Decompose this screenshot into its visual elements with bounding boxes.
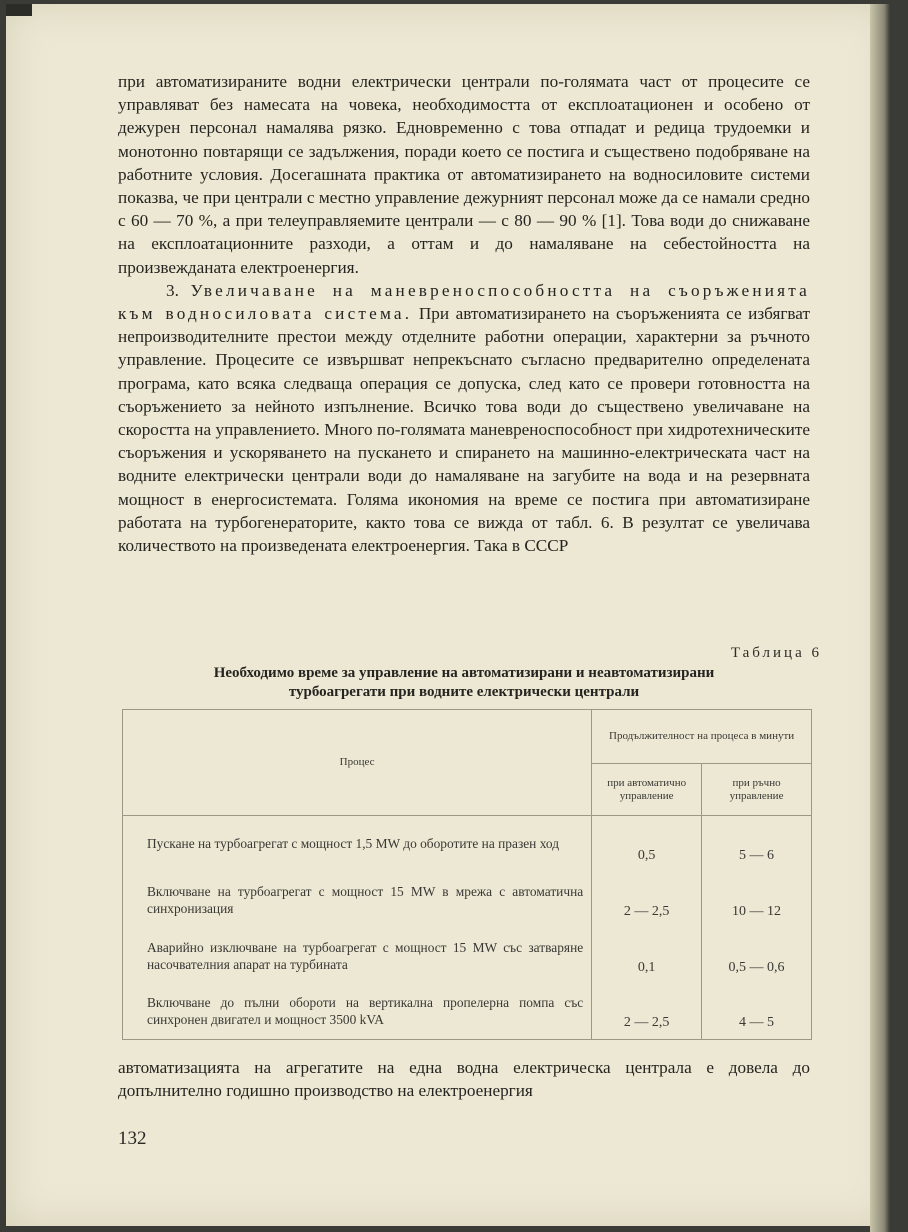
page-edge-shadow <box>870 4 890 1232</box>
section-3-body: При автоматизирането на съоръженията се избягват непроизводителните престои между отделните работни операции, характерни за ръчното управление. Процесите се извършват непрекъснато съгласно предварително определената програма, като всяка следваща операция се допуска, след като се провери готовността на съоръжението за нейното изпълнение. Всичко това води до съществено увеличаване на скоростта на управлението. Много по-голямата маневреноспособност при хидротехническите съоръжения и ускоряването на пускането и спирането на машинно-електрическата част на водните електрически централи води до намаляване на загубите на вода и на резервната мощност в енергосистемата. Голяма икономия на време се постига при автоматизиране работата на турбогенераторите, както това се вижда от табл. 6. В резултат се увеличава количеството на произведената електроенергия. Така в СССР <box>118 304 810 556</box>
table-title <box>118 664 810 702</box>
manual-value-cell: 0,5 — 0,6 <box>702 928 812 984</box>
scan-corner-mark <box>6 4 32 16</box>
header-duration: Продължителност на процеса в минути <box>592 710 812 764</box>
process-cell: Пускане на турбоагрегат с мощност 1,5 MW до оборотите на празен ход <box>123 816 592 872</box>
table-row <box>123 984 812 1040</box>
header-manual: при ръчно управление <box>702 764 812 816</box>
section-3-heading: Увеличаване на маневреноспособността на съоръженията към водносиловата система. <box>118 280 810 324</box>
body-text <box>118 70 810 557</box>
auto-value-cell: 0,1 <box>592 928 702 984</box>
auto-value-cell: 2 — 2,5 <box>592 984 702 1040</box>
section-3-paragraph <box>118 279 810 557</box>
table-title-line-2: турбоагрегати при водните електрически централи <box>288 684 640 700</box>
table-row <box>123 872 812 928</box>
table-row <box>123 816 812 872</box>
manual-value-cell: 10 — 12 <box>702 872 812 928</box>
process-cell: Включване на турбоагрегат с мощност 15 MW в мрежа с автоматична синхронизация <box>123 872 592 928</box>
data-table <box>122 709 812 1040</box>
header-process: Процес <box>123 710 592 816</box>
manual-value-cell: 5 — 6 <box>702 816 812 872</box>
process-cell: Аварийно изключване на турбоагрегат с мощност 15 MW със затваряне насочвателния апарат на турбината <box>123 928 592 984</box>
paragraph-after: автоматизацията на агрегатите на една водна електрическа централа е довела до допълнително годишно производство на електроенергия <box>118 1058 810 1101</box>
table-label: Таблица 6 <box>730 645 822 661</box>
header-auto: при автоматично управление <box>592 764 702 816</box>
manual-value-cell: 4 — 5 <box>702 984 812 1040</box>
process-cell: Включване до пълни обороти на вертикална пропелерна помпа със синхронен двигател и мощност 3500 kVA <box>123 984 592 1040</box>
auto-value-cell: 2 — 2,5 <box>592 872 702 928</box>
section-3-number: 3. <box>166 280 179 300</box>
page-number: 132 <box>118 1128 147 1149</box>
table-row <box>123 928 812 984</box>
paragraph-intro: при автоматизираните водни електрически централи по-голямата част от процесите се управляват без намесата на човека, необходимостта от експлоатационен и особено от дежурен персонал намалява рязко. Едновременно с това отпадат и редица трудоемки и монотонно повтарящи се задължения, поради което се постига и съществено подобряване на работните условия. Досегашната практика от автоматизирането на водносиловите системи показва, че при централи с местно управление дежурният персонал може да се намали средно с 60 — 70 %, а при телеуправляемите централи — с 80 — 90 % [1]. Това води до снижаване на експлоатационните разходи, а оттам и до намаляване на себестойността на произвежданата електроенергия. <box>118 72 810 277</box>
auto-value-cell: 0,5 <box>592 816 702 872</box>
table-title-line-1: Необходимо време за управление на автоматизирани и неавтоматизирани <box>213 665 715 681</box>
